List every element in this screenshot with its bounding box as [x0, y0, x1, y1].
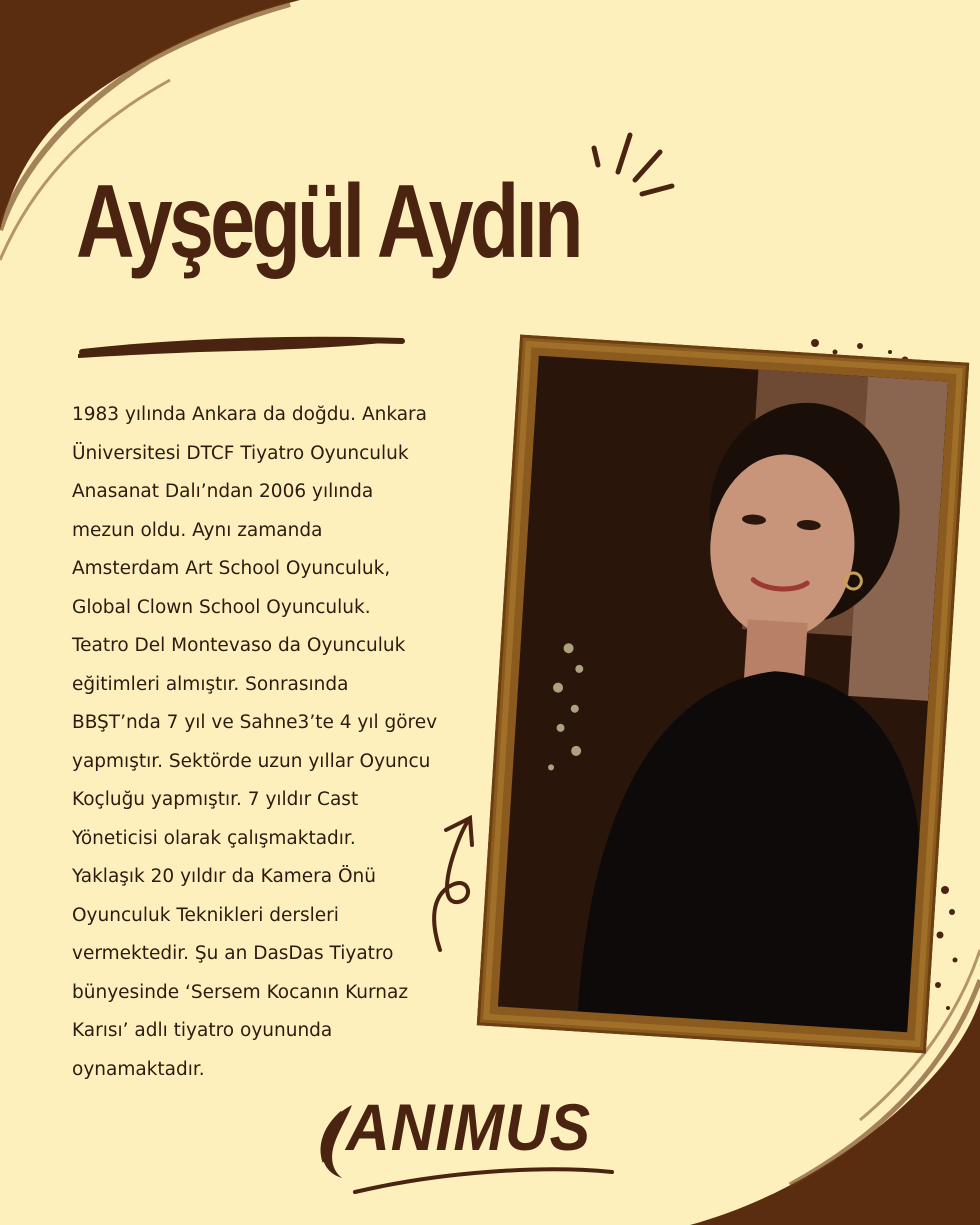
page-title: Ayşegül Aydın — [76, 164, 580, 280]
brand-logo-text: ANIMUS — [346, 1090, 592, 1164]
bio-text: 1983 yılında Ankara da doğdu. Ankara Üniversitesi DTCF Tiyatro Oyunculuk Anasanat Dalı’ndan 2006 yılında mezun oldu. Aynı zamanda Amsterdam Art School Oyunculuk, Global Clown School Oyunculuk. Teatro Del Montevaso da Oyunculuk eğitimleri almıştır. Sonrasında BBŞT’nda 7 yıl ve Sahne3’te 4 yıl görev yapmıştır. Sektörde uzun yıllar Oyuncu Koçluğu yapmıştır. 7 yıldır Cast Yöneticisi olarak çalışmaktadır. Yaklaşık 20 yıldır da Kamera Önü Oyunculuk Teknikleri dersleri vermektedir. Şu an DasDas Tiyatro bünyesinde ‘Sersem Kocanın Kurnaz Karısı’ adlı tiyatro oyununda oynamaktadır. — [72, 404, 438, 1080]
